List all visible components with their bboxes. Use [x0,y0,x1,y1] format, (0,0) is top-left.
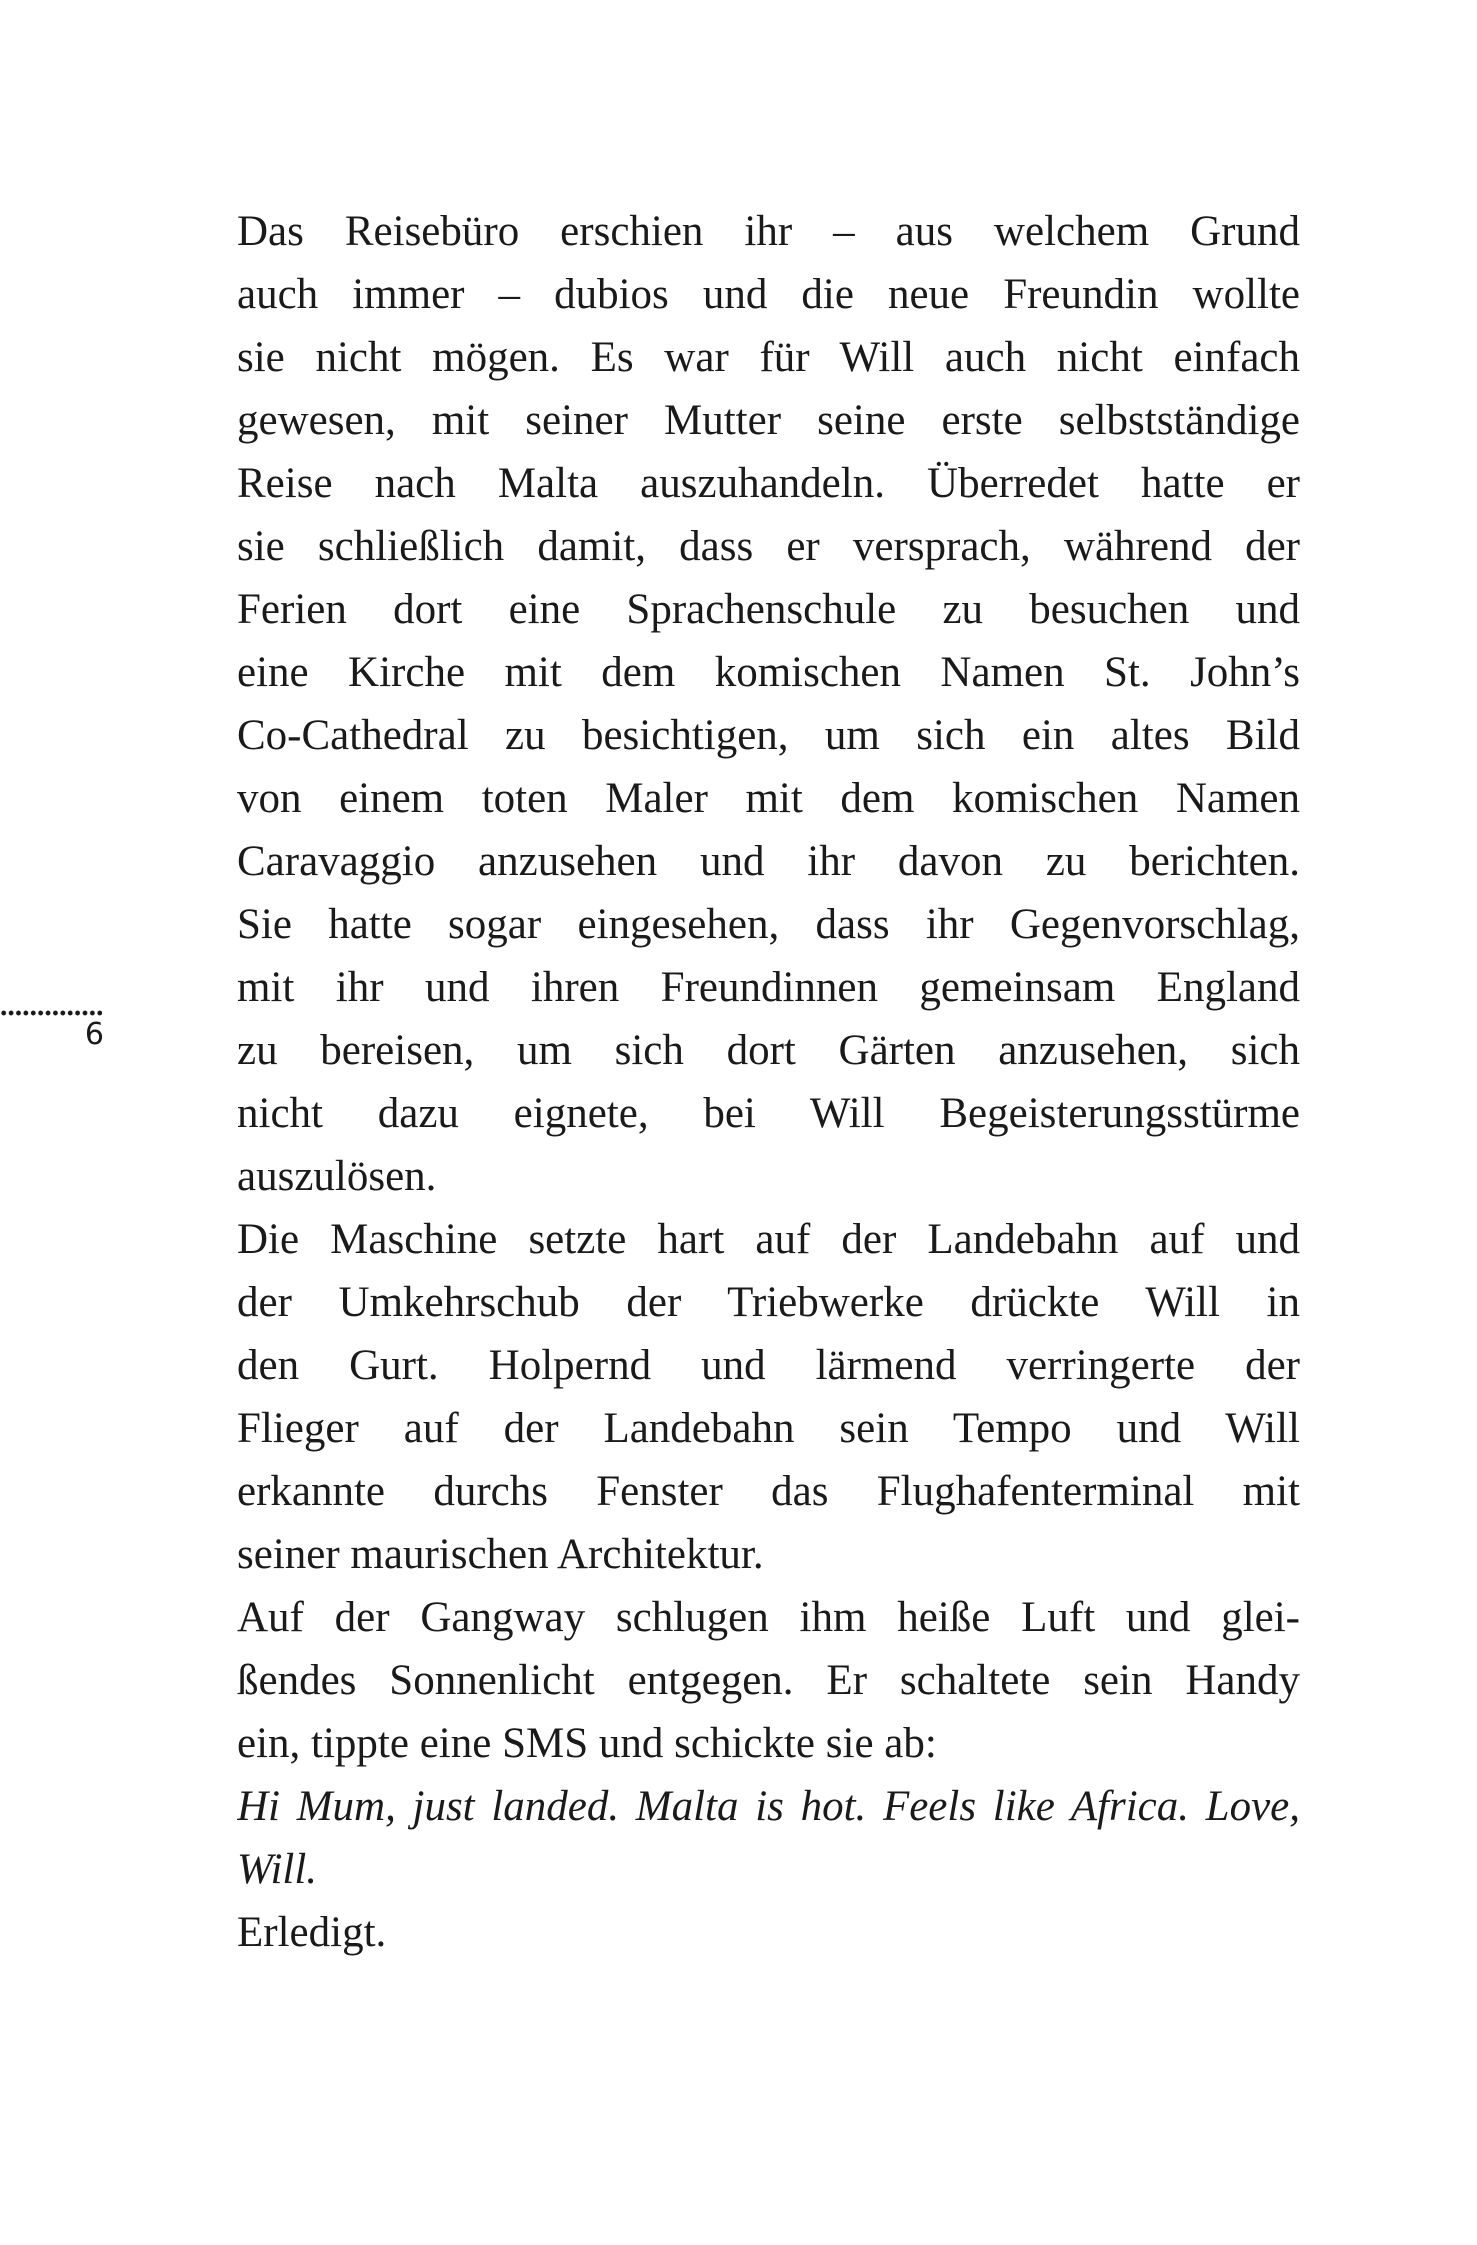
paragraph-end-line: auszulösen. [237,1153,437,1200]
sms-message-signature: Will. [237,1846,318,1893]
text-line: Caravaggio anzusehen und ihr davon zu berichten. [237,838,1300,885]
sms-message-line: Hi Mum, just landed. Malta is hot. Feels like Africa. Love, [237,1783,1300,1830]
text-line: ßendes Sonnenlicht entgegen. Er schaltete sein Handy [237,1657,1300,1704]
text-line: zu bereisen, um sich dort Gärten anzusehen, sich [237,1027,1300,1074]
body-text [237,200,1300,1964]
text-line: nicht dazu eignete, bei Will Begeisterungsstürme [237,1090,1300,1137]
text-line: Sie hatte sogar eingesehen, dass ihr Gegenvorschlag, [237,901,1300,948]
text-line: Ferien dort eine Sprachenschule zu besuchen und [237,586,1300,633]
text-line: eine Kirche mit dem komischen Namen St. John’s [237,649,1300,696]
text-line: den Gurt. Holpernd und lärmend verringerte der [237,1342,1300,1389]
dotted-margin-rule [0,1010,102,1016]
text-line: der Umkehrschub der Triebwerke drückte Will in [237,1279,1300,1326]
paragraph-end-line: seiner maurischen Architektur. [237,1531,764,1578]
text-line: sie schließlich damit, dass er versprach, während der [237,523,1300,570]
text-line: Reise nach Malta auszuhandeln. Überredet hatte er [237,460,1300,507]
paragraph-end-line: ein, tippte eine SMS und schickte sie ab: [237,1720,937,1767]
text-line: auch immer – dubios und die neue Freundin wollte [237,271,1300,318]
text-line: Co-Cathedral zu besichtigen, um sich ein altes Bild [237,712,1300,759]
text-line: gewesen, mit seiner Mutter seine erste selbstständige [237,397,1300,444]
text-line: mit ihr und ihren Freundinnen gemeinsam England [237,964,1300,1011]
text-line: erkannte durchs Fenster das Flughafenterminal mit [237,1468,1300,1515]
text-line: von einem toten Maler mit dem komischen Namen [237,775,1300,822]
paragraph-end-line: Erledigt. [237,1909,387,1956]
text-line: Die Maschine setzte hart auf der Landebahn auf und [237,1216,1300,1263]
text-line: Flieger auf der Landebahn sein Tempo und Will [237,1405,1300,1452]
text-line: Das Reisebüro erschien ihr – aus welchem Grund [237,208,1300,255]
text-line: Auf der Gangway schlugen ihm heiße Luft und glei- [237,1594,1300,1641]
page-number: 6 [84,1017,104,1052]
text-line: sie nicht mögen. Es war für Will auch nicht einfach [237,334,1300,381]
